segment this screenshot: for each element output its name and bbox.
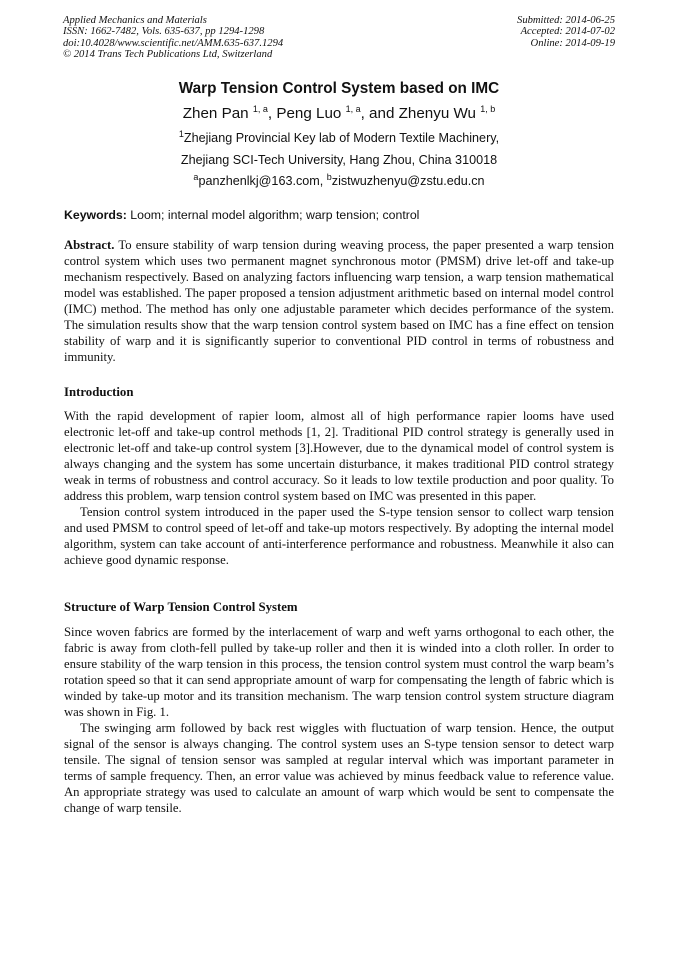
author-separator: , <box>267 105 277 122</box>
submitted-date: Submitted: 2014-06-25 <box>517 15 615 26</box>
abstract-text: To ensure stability of warp tension during weaving process, the paper presented a warp tension control system which uses two permanent magnet synchronous motor (PMSM) drive let-off and take-up mechanism respectively. Based on analyzing factors influencing warp tension, a warp tension mathematical model was established. The paper proposed a tension adjustment arithmetic based on internal model control (IMC) method. The method has only one adjustable parameter which decides performance of the system. The simulation results show that the warp tension control system based on IMC has a fine effect on tension stability of warp and it is significantly superior to conventional PID control in terms of robustness and immunity. <box>64 238 614 364</box>
abstract-label: Abstract. <box>64 238 115 252</box>
email-b[interactable]: zistwuzhenyu@zstu.edu.cn <box>331 174 485 188</box>
keywords <box>64 208 624 222</box>
issn-line: ISSN: 1662-7482, Vols. 635-637, pp 1294-1298 <box>63 26 265 38</box>
paper-title: Warp Tension Control System based on IMC <box>178 80 500 97</box>
paragraph: With the rapid development of rapier loom, almost all of high performance rapier looms have used electronic let-off and take-up control methods [1, 2]. Traditional PID control strategy is generally used in electronic let-off and take-up control system [3].However, due to the dynamical model of control system is always changing and the system has some uncertain disturbance, it makes traditional PID control strategy weak in terms of robustness and control accuracy. So it leads to low textile production and poor quality. To address this problem, warp tension control system based on IMC was presented in this paper. <box>64 409 614 503</box>
paragraph: Since woven fabrics are formed by the interlacement of warp and weft yarns orthogonal to each other, the fabric is away from cloth-fell pulled by take-up roller and then it is winded into a cloth roller. In order to ensure stability of the warp tension in this process, the tension control system must control the warp beam’s rotation speed so that it can send appropriate amount of warp for compensating the length of fabric which is winded by take-up motor and its transition mechanism. The warp tension control system structure diagram was shown in Fig. 1. <box>64 625 614 719</box>
author-name: Zhenyu Wu <box>398 105 476 122</box>
affiliation-text-1: Zhejiang Provincial Key lab of Modern Textile Machinery, <box>183 131 500 145</box>
accepted-date: Accepted: 2014-07-02 <box>520 26 615 38</box>
journal-header <box>63 15 283 61</box>
email-a-sup: a <box>193 171 199 182</box>
keywords-label: Keywords: <box>64 208 127 222</box>
affiliation-line-1 <box>0 128 678 145</box>
structure-heading: Structure of Warp Tension Control System <box>64 600 298 614</box>
introduction-heading: Introduction <box>64 385 134 399</box>
paragraph: The swinging arm followed by back rest wiggles with fluctuation of warp tension. Hence, the output signal of the sensor is always changing. The control system uses an S-type tension sensor to detect warp tensile. The signal of tension sensor was sampled at regular interval which was important parameter in terms of sample frequency. Then, an error value was achieved by minus feedback value to reference value. An appropriate strategy was used to calculate an amount of warp which would be sent to compensate the change of warp tensile. <box>64 721 614 815</box>
affiliation-line-2: Zhejiang SCI-Tech University, Hang Zhou, China 310018 <box>180 153 498 167</box>
copyright-line: © 2014 Trans Tech Publications Ltd, Switzerland <box>63 49 273 61</box>
keywords-text: Loom; internal model algorithm; warp tension; control <box>126 208 420 222</box>
author-name: Peng Luo <box>276 105 342 122</box>
introduction-body <box>64 408 614 568</box>
structure-body <box>64 624 614 816</box>
author-sup: 1, a <box>345 103 361 114</box>
dates-header <box>517 15 615 49</box>
abstract <box>64 237 614 365</box>
email-b-sup: b <box>326 171 332 182</box>
email-line <box>0 171 678 188</box>
online-date: Online: 2014-09-19 <box>530 37 615 49</box>
paragraph: Tension control system introduced in the paper used the S-type tension sensor to collect warp tension and used PMSM to control speed of let-off and take-up motors respectively. By adopting the internal model algorithm, system can take account of anti-interference performance and robustness. Meanwhile it also can achieve good dynamic response. <box>64 505 614 567</box>
author-sup: 1, a <box>252 103 268 114</box>
author-separator: , and <box>360 105 399 122</box>
author-sup: 1, b <box>480 103 496 114</box>
affiliation-sup: 1 <box>178 128 184 139</box>
author-name: Zhen Pan <box>182 105 249 122</box>
author-list <box>0 105 678 122</box>
doi-line: doi:10.4028/www.scientific.net/AMM.635-637.1294 <box>63 37 284 49</box>
email-a[interactable]: panzhenlkj@163.com, <box>198 174 327 188</box>
journal-name: Applied Mechanics and Materials <box>63 15 207 26</box>
